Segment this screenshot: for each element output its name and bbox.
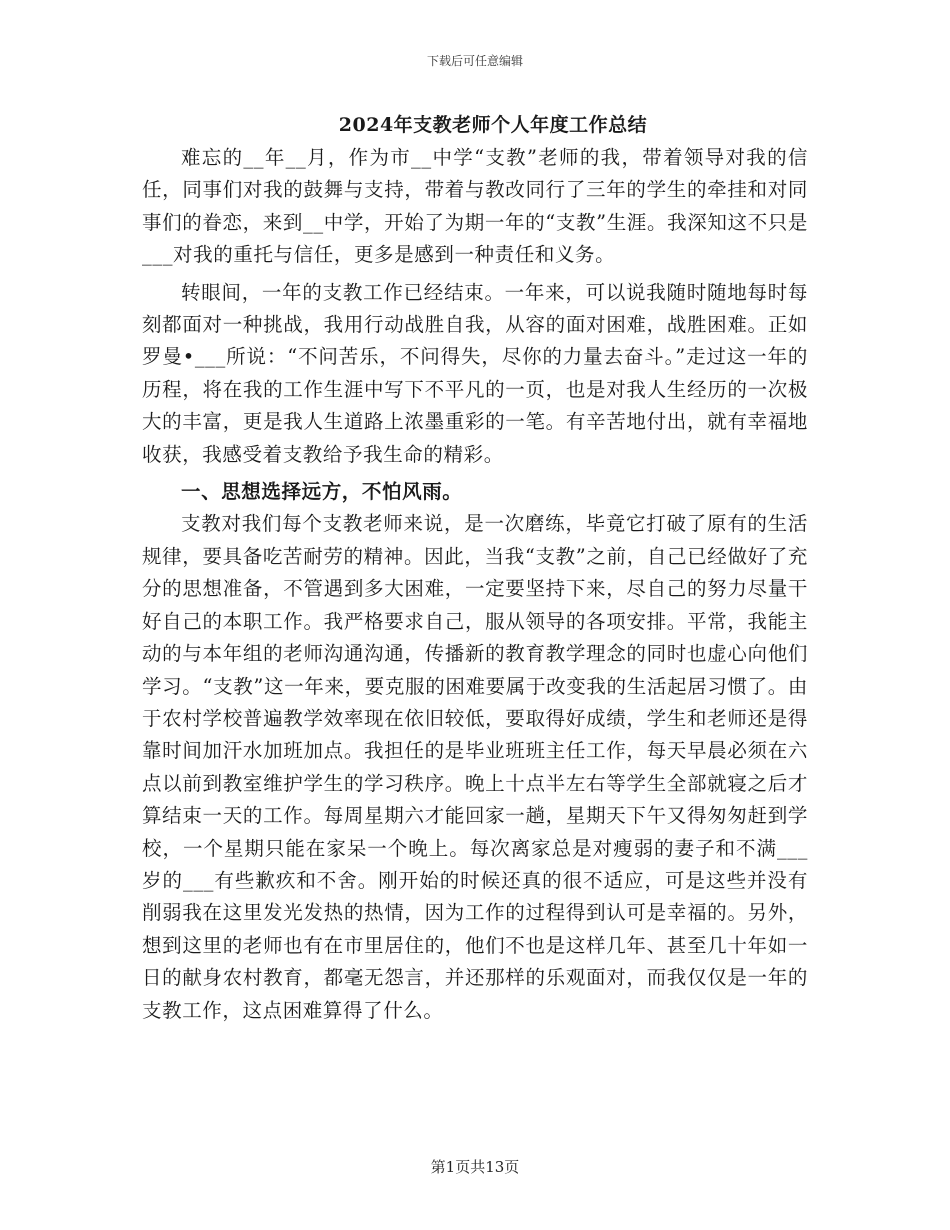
page-header: 下载后可任意编辑 — [426, 54, 523, 68]
paragraph-intro: 难忘的__年__月，作为市__中学“支教”老师的我，带着领导对我的信任，同事们对我的鼓舞与支持，带着与教改同行了三年的学生的牵挂和对同事们的眷恋，来到__中学，开始了为期一年的“支教”生涯。我深知这不只是___对我的重托与信任，更多是感到一种责任和义务。 — [142, 146, 808, 267]
section-heading-1: 一、思想选择远方，不怕风雨。 — [181, 480, 463, 504]
page-number: 第1页共13页 — [430, 1158, 520, 1176]
document-body — [142, 108, 808, 1027]
paragraph-section-1: 支教对我们每个支教老师来说，是一次磨练，毕竟它打破了原有的生活规律，要具备吃苦耐劳的精神。因此，当我“支教”之前，自己已经做好了充分的思想准备，不管遇到多大困难，一定要坚持下来，尽自己的努力尽量干好自己的本职工作。我严格要求自己，服从领导的各项安排。平常，我能主动的与本年组的老师沟通沟通，传播新的教育教学理念的同时也虚心向他们学习。“支教”这一年来，要克服的困难要属于改变我的生活起居习惯了。由于农村学校普遍教学效率现在依旧较低，要取得好成绩，学生和老师还是得靠时间加汗水加班加点。我担任的是毕业班班主任工作，每天早晨必须在六点以前到教室维护学生的学习秩序。晚上十点半左右等学生全部就寝之后才算结束一天的工作。每周星期六才能回家一趟，星期天下午又得匆匆赶到学校，一个星期只能在家呆一个晚上。每次离家总是对瘦弱的妻子和不满___岁的___有些歉疚和不舍。刚开始的时候还真的很不适应，可是这些并没有削弱我在这里发光发热的热情，因为工作的过程得到认可是幸福的。另外，想到这里的老师也有在市里居住的，他们不也是这样几年、甚至几十年如一日的献身农村教育，都毫无怨言，并还那样的乐观面对，而我仅仅是一年的支教工作，这点困难算得了什么。 — [142, 512, 808, 1022]
document-title: 2024年支教老师个人年度工作总结 — [338, 114, 648, 136]
paragraph-reflection: 转眼间，一年的支教工作已经结束。一年来，可以说我随时随地每时每刻都面对一种挑战，我用行动战胜自我，从容的面对困难，战胜困难。正如罗曼•___所说：“不问苦乐，不问得失，尽你的力量去奋斗。”走过这一年的历程，将在我的工作生涯中写下不平凡的一页，也是对我人生经历的一次极大的丰富，更是我人生道路上浓墨重彩的一笔。有辛苦地付出，就有幸福地收获，我感受着支教给予我生命的精彩。 — [142, 280, 808, 466]
